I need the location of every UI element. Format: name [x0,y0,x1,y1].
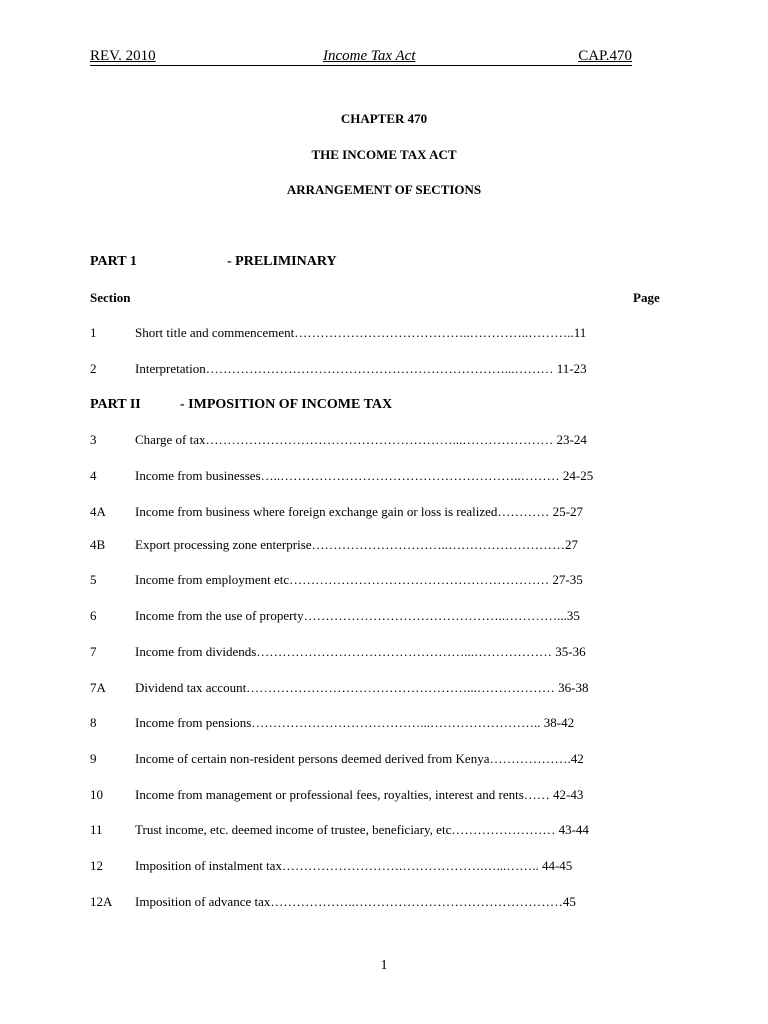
section-title: Short title and commencement…………………………………..…………..………..11 [135,325,587,340]
part-2-title: - IMPOSITION OF INCOME TAX [180,397,393,412]
section-title: Charge of tax…………………………………………………...………………… 23-24 [135,432,587,447]
part-2-heading [90,397,393,413]
section-number: 2 [90,361,97,376]
chapter-label: CAP.470 [578,48,632,64]
section-number: 5 [90,572,97,587]
section-title: Export processing zone enterprise…………………………..………………………27 [135,537,579,552]
chapter-title: CHAPTER 470 [340,111,428,126]
section-column-header: Section [90,290,131,305]
section-number: 8 [90,715,97,730]
act-title-header: Income Tax Act [323,48,416,64]
section-number: 6 [90,608,97,623]
section-title: Income from management or professional fees, royalties, interest and rents…… 42-43 [135,787,584,802]
arrangement-title: ARRANGEMENT OF SECTIONS [286,182,482,197]
section-title: Income from the use of property………………………………………..…………...35 [135,608,580,623]
act-title: THE INCOME TAX ACT [311,147,457,162]
section-number: 10 [90,787,103,802]
part-1-label: PART 1 [90,254,137,269]
section-title: Income from dividends…………………………………………...……………… 35-36 [135,644,586,659]
section-title: Income from businesses…..………………………………………………..……… 24-25 [135,468,594,483]
page-column-header: Page [633,290,660,305]
section-number: 7 [90,644,97,659]
page-number: 1 [380,958,388,973]
part-1-heading [90,254,337,270]
section-number: 12A [90,894,113,909]
section-title: Income from business where foreign exchange gain or loss is realized………… 25-27 [135,504,584,519]
section-title: Dividend tax account……………………………………………...……………… 36-38 [135,680,589,695]
section-number: 4B [90,537,106,552]
part-1-title: - PRELIMINARY [227,254,337,269]
section-number: 11 [90,822,103,837]
section-number: 1 [90,325,97,340]
revision-label: REV. 2010 [90,48,156,64]
section-title: Imposition of advance tax………………..…………………………………………45 [135,894,576,909]
section-number: 4 [90,468,97,483]
section-title: Imposition of instalment tax……………………….……………….…...…….. 44-45 [135,858,573,873]
section-number: 3 [90,432,97,447]
section-title: Interpretation……………………………………………………………...……… 11-23 [135,361,587,376]
section-title: Income from pensions…………………………………...…………………….. 38-42 [135,715,575,730]
section-number: 12 [90,858,103,873]
section-number: 4A [90,504,106,519]
section-title: Income from employment etc…………………………………………………… 27-35 [135,572,583,587]
section-title: Income of certain non-resident persons deemed derived from Kenya……………….42 [135,751,584,766]
running-header [90,47,632,66]
section-title: Trust income, etc. deemed income of trustee, beneficiary, etc…………………… 43-44 [135,822,589,837]
part-2-label: PART II [90,397,141,412]
section-number: 7A [90,680,106,695]
section-number: 9 [90,751,97,766]
